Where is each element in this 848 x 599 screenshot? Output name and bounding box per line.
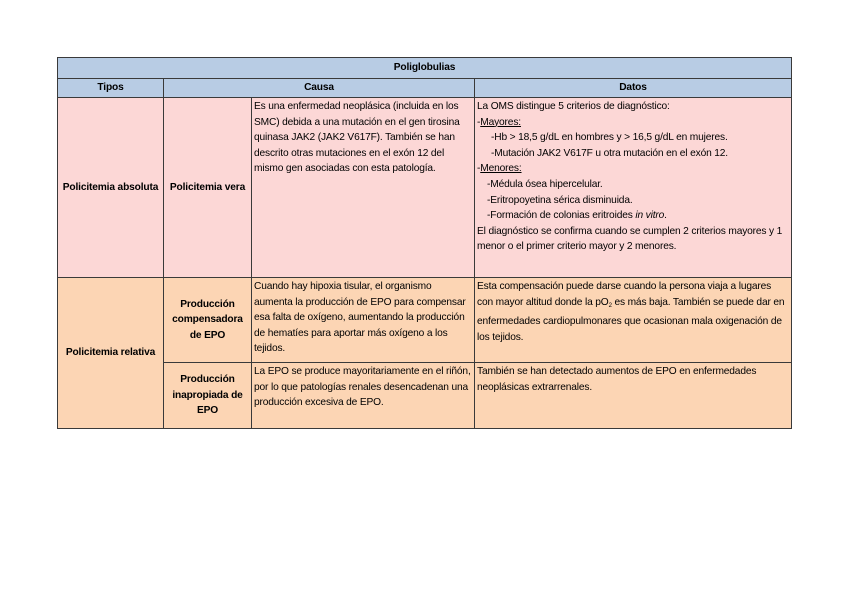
poliglobulias-table [57,57,792,429]
mayores-label: Mayores: [480,116,521,128]
datos-cell [475,278,792,363]
subtipo-cell: Producción compensadora de EPO [164,278,252,363]
header-tipos: Tipos [58,79,164,98]
subtipo-cell: Policitemia vera [164,98,252,278]
header-datos: Datos [475,79,792,98]
causa-cell: La EPO se produce mayoritariamente en el riñón, por lo que patologías renales desencadenan una producción excesiva de EPO. [252,363,475,429]
tipo-cell: Policitemia absoluta [58,98,164,278]
subtipo-cell: Producción inapropiada de EPO [164,363,252,429]
datos-cell: La OMS distingue 5 criterios de diagnóstico: -Mayores: -Hb > 18,5 g/dL en hombres y > 16,5 g/dL en mujeres. -Mutación JAK2 V617F u otra mutación en el exón 12. -Menores: -Médula ósea hipercelular. -Eritropoyetina sérica disminuida. -Formación de colonias eritroides in vitro. El diagnóstico se confirma cuando se cumplen 2 criterios mayores y 1 menor o el primer criterio mayor y 2 menores. [475,98,792,278]
table-row [58,363,792,429]
table-title: Poliglobulias [58,58,792,79]
tipo-cell: Policitemia relativa [58,278,164,429]
causa-cell: Cuando hay hipoxia tisular, el organismo aumenta la producción de EPO para compensar esa falta de oxígeno, aumentando la producción de hematíes para aportar más oxígeno a los tejidos. [252,278,475,363]
menor-italic: in vitro [635,210,665,222]
menores-label: Menores: [480,163,522,175]
datos-intro: La OMS distingue 5 criterios de diagnóstico: [477,101,670,112]
mayor-criterion: -Hb > 18,5 g/dL en hombres y > 16,5 g/dL en mujeres. [491,132,728,144]
datos-text: Esta compensación puede darse cuando la persona viaja a lugares con mayor altitud donde la pO [477,281,772,308]
table-row [58,278,792,363]
table-row [58,98,792,278]
datos-cell: También se han detectado aumentos de EPO en enfermedades neoplásicas extrarrenales. [475,363,792,429]
menor-criterion [477,208,789,224]
header-causa: Causa [164,79,475,98]
menor-criterion: -Eritropoyetina sérica disminuida. [487,194,633,206]
datos-text: es más baja. También se puede dar en enfermedades cardiopulmonares que ocasionan mala oxigenación de los tejidos. [477,296,785,343]
mayor-criterion: -Mutación JAK2 V617F u otra mutación en el exón 12. [491,147,728,159]
menor-criterion: -Médula ósea hipercelular. [487,178,603,190]
menor-text: -Formación de colonias eritroides [487,210,636,222]
menor-suffix: . [664,210,667,222]
datos-conclusion: El diagnóstico se confirma cuando se cumplen 2 criterios mayores y 1 menor o el primer criterio mayor y 2 menores. [477,225,783,253]
causa-cell: Es una enfermedad neoplásica (incluida en los SMC) debida a una mutación en el gen tirosina quinasa JAK2 (JAK2 V617F). También se han descrito otras mutaciones en el exón 12 del mismo gen asociadas con esta patología. [252,98,475,278]
subscript: 2 [608,302,612,309]
